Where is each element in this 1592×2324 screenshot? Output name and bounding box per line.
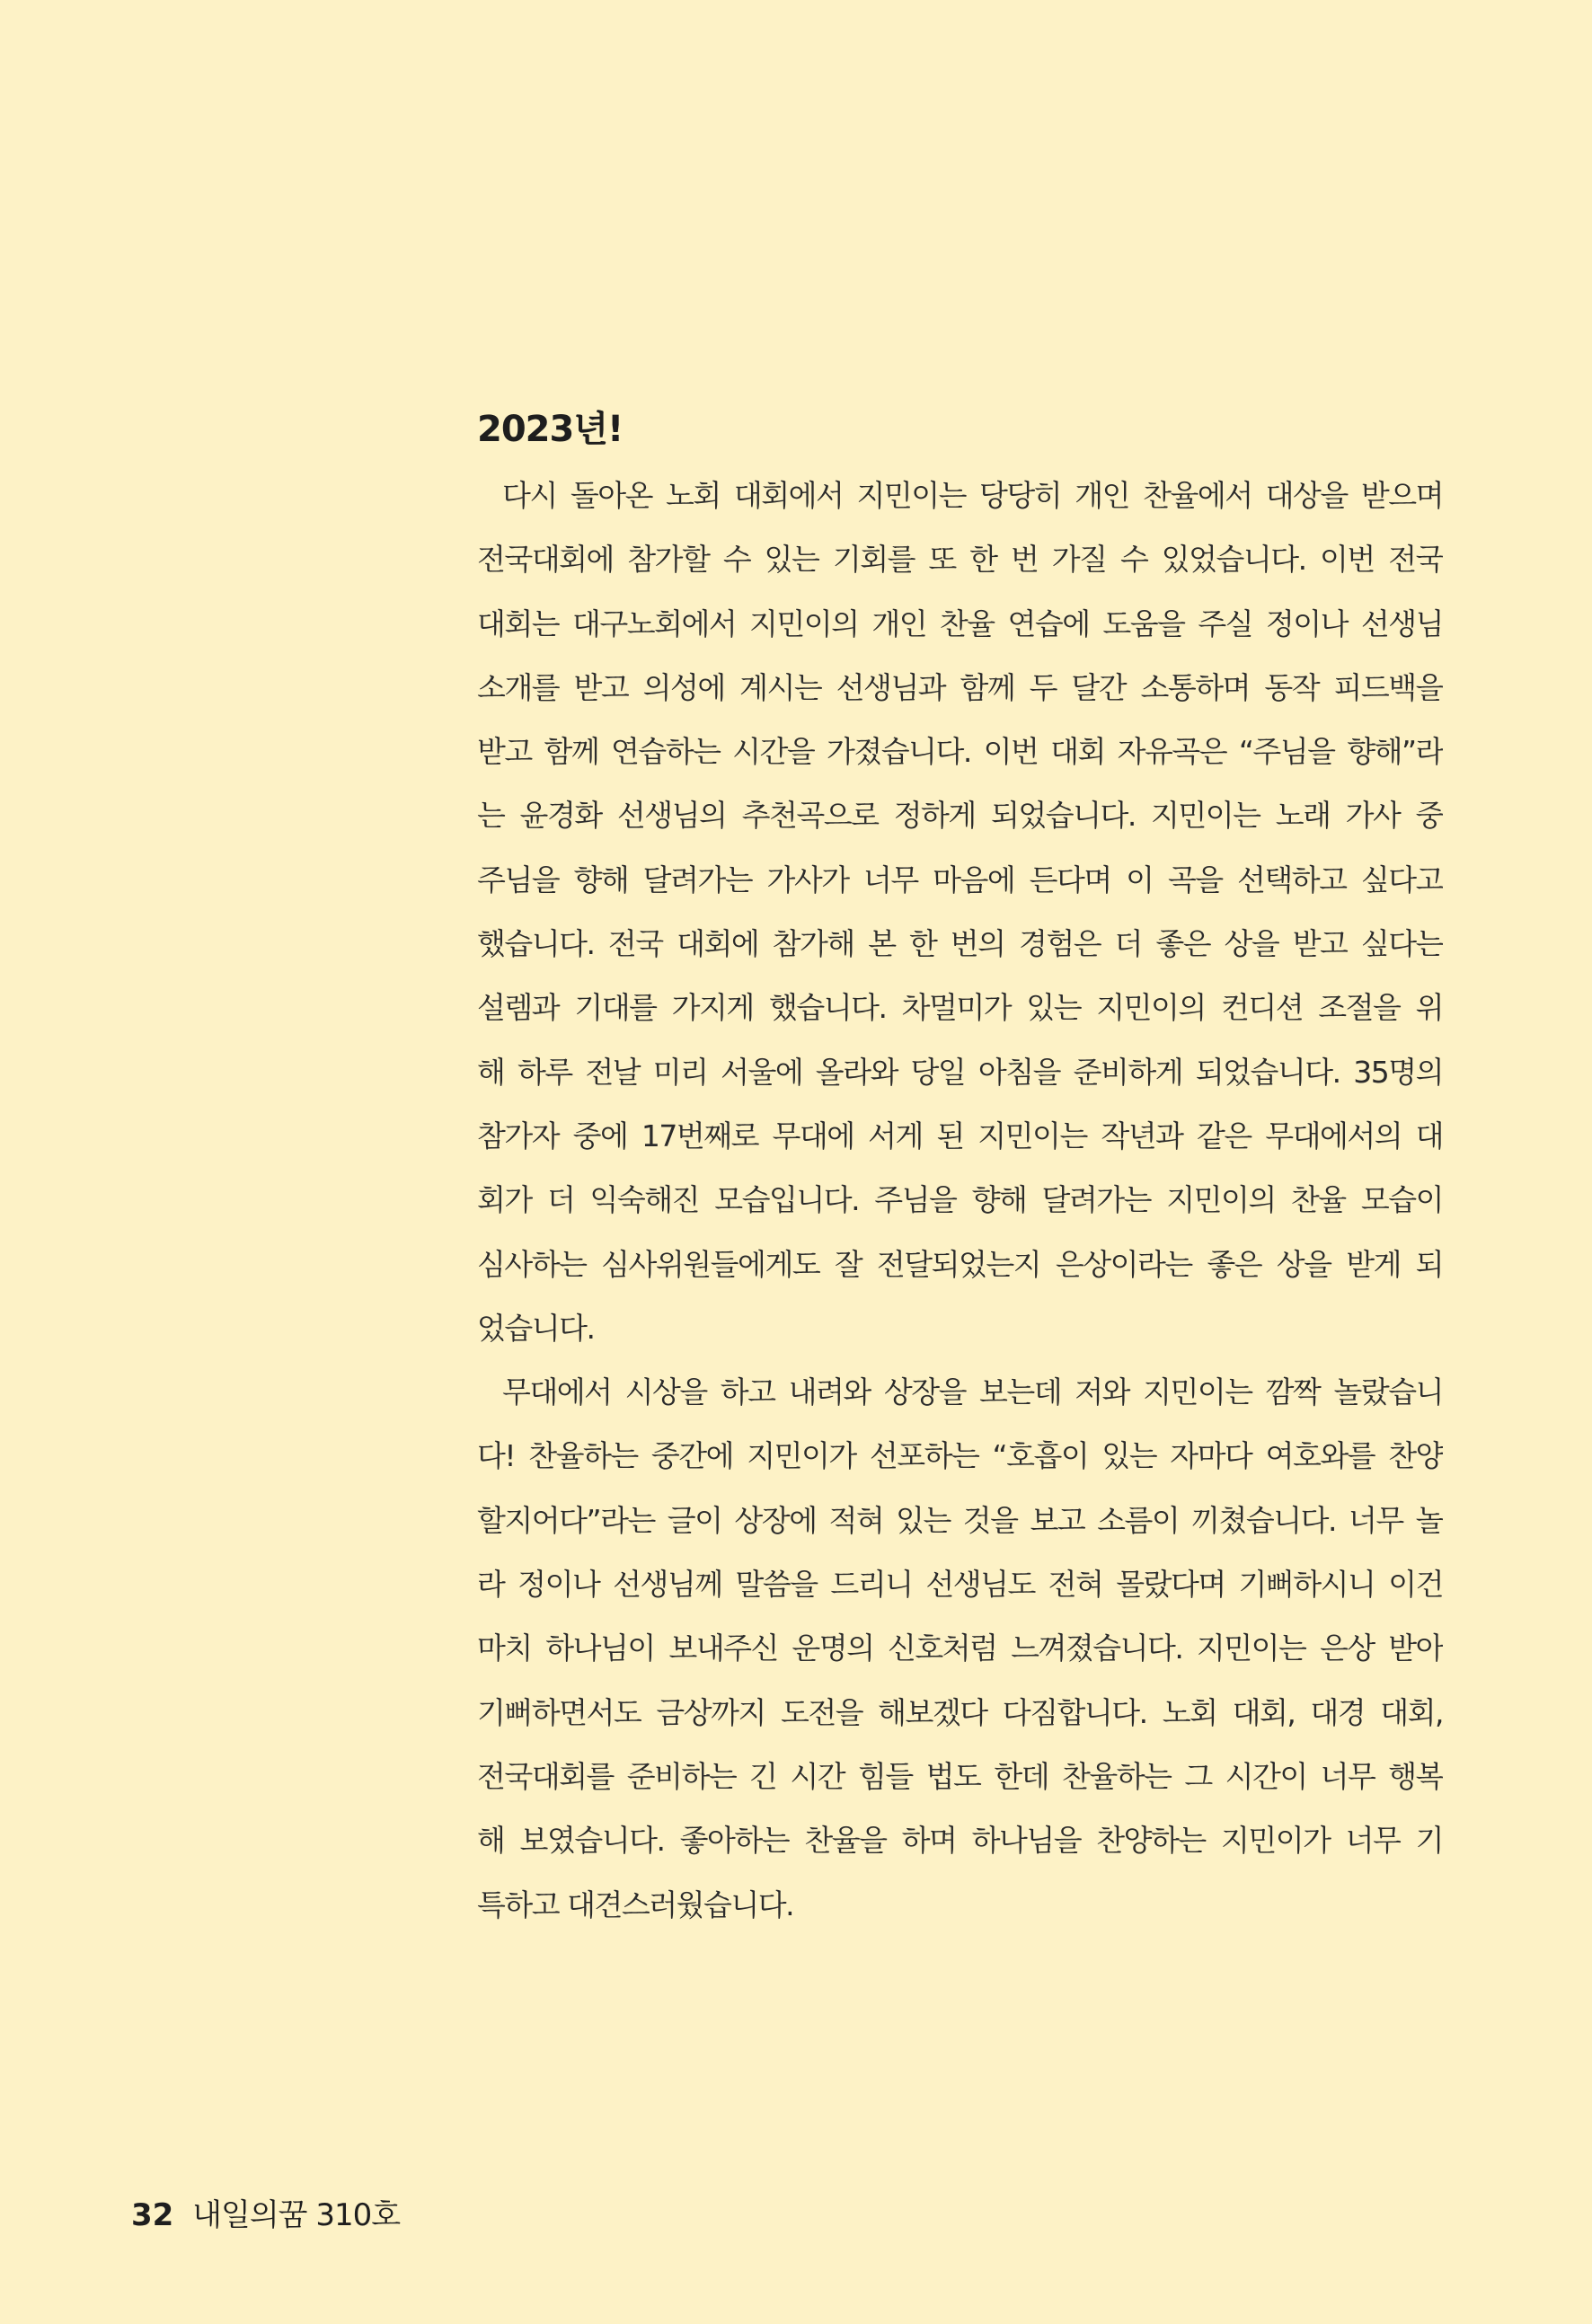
text-line: 주님을 향해 달려가는 가사가 너무 마음에 든다며 이 곡을 선택하고 싶다고: [477, 862, 1443, 897]
article: [477, 397, 1443, 1937]
text-line: 참가자 중에 17번째로 무대에 서게 된 지민이는 작년과 같은 무대에서의 대: [477, 1118, 1443, 1153]
text-line: 했습니다. 전국 대회에 참가해 본 한 번의 경험은 더 좋은 상을 받고 싶다는: [477, 926, 1443, 962]
paragraph-1: [477, 464, 1443, 1360]
text-line: 소개를 받고 의성에 계시는 선생님과 함께 두 달간 소통하며 동작 피드백을: [477, 669, 1443, 705]
text-line: 전국대회를 준비하는 긴 시간 힘들 법도 한데 찬율하는 그 시간이 너무 행복: [477, 1758, 1443, 1794]
text-line: 해 보였습니다. 좋아하는 찬율을 하며 하나님을 찬양하는 지민이가 너무 기: [477, 1823, 1443, 1859]
text-line: 는 윤경화 선생님의 추천곡으로 정하게 되었습니다. 지민이는 노래 가사 중: [477, 798, 1443, 834]
text-line: 전국대회에 참가할 수 있는 기회를 또 한 번 가질 수 있었습니다. 이번 전국: [477, 542, 1443, 578]
text-line: 무대에서 시상을 하고 내려와 상장을 보는데 저와 지민이는 깜짝 놀랐습니: [502, 1374, 1443, 1410]
page-number: 32: [131, 2197, 174, 2233]
text-line: 심사하는 심사위원들에게도 잘 전달되었는지 은상이라는 좋은 상을 받게 되: [477, 1246, 1443, 1282]
text-line: 특하고 대견스러웠습니다.: [477, 1887, 794, 1922]
article-heading: 2023년!: [477, 409, 624, 450]
paragraph-2: [477, 1360, 1443, 1937]
text-line: 설렘과 기대를 가지게 했습니다. 차멀미가 있는 지민이의 컨디션 조절을 위: [477, 990, 1443, 1026]
text-line: 회가 더 익숙해진 모습입니다. 주님을 향해 달려가는 지민이의 찬율 모습이: [477, 1182, 1443, 1218]
text-line: 받고 함께 연습하는 시간을 가졌습니다. 이번 대회 자유곡은 “주님을 향해”라: [477, 734, 1443, 770]
text-line: 할지어다”라는 글이 상장에 적혀 있는 것을 보고 소름이 끼쳤습니다. 너무 놀: [477, 1502, 1443, 1538]
text-line: 대회는 대구노회에서 지민이의 개인 찬율 연습에 도움을 주실 정이나 선생님: [477, 605, 1443, 641]
text-line: 마치 하나님이 보내주신 운명의 신호처럼 느껴졌습니다. 지민이는 은상 받아: [477, 1630, 1443, 1666]
text-line: 다! 찬율하는 중간에 지민이가 선포하는 “호흡이 있는 자마다 여호와를 찬양: [477, 1438, 1443, 1474]
page-footer: [131, 2196, 400, 2235]
text-line: 다시 돌아온 노회 대회에서 지민이는 당당히 개인 찬율에서 대상을 받으며: [502, 478, 1443, 513]
text-line: 해 하루 전날 미리 서울에 올라와 당일 아침을 준비하게 되었습니다. 35명의: [477, 1054, 1443, 1090]
text-line: 기뻐하면서도 금상까지 도전을 해보겠다 다짐합니다. 노회 대회, 대경 대회,: [477, 1694, 1443, 1730]
magazine-issue: 내일의꿈 310호: [192, 2197, 401, 2233]
text-line: 라 정이나 선생님께 말씀을 드리니 선생님도 전혀 몰랐다며 기뻐하시니 이건: [477, 1567, 1443, 1603]
text-line: 었습니다.: [477, 1310, 595, 1346]
